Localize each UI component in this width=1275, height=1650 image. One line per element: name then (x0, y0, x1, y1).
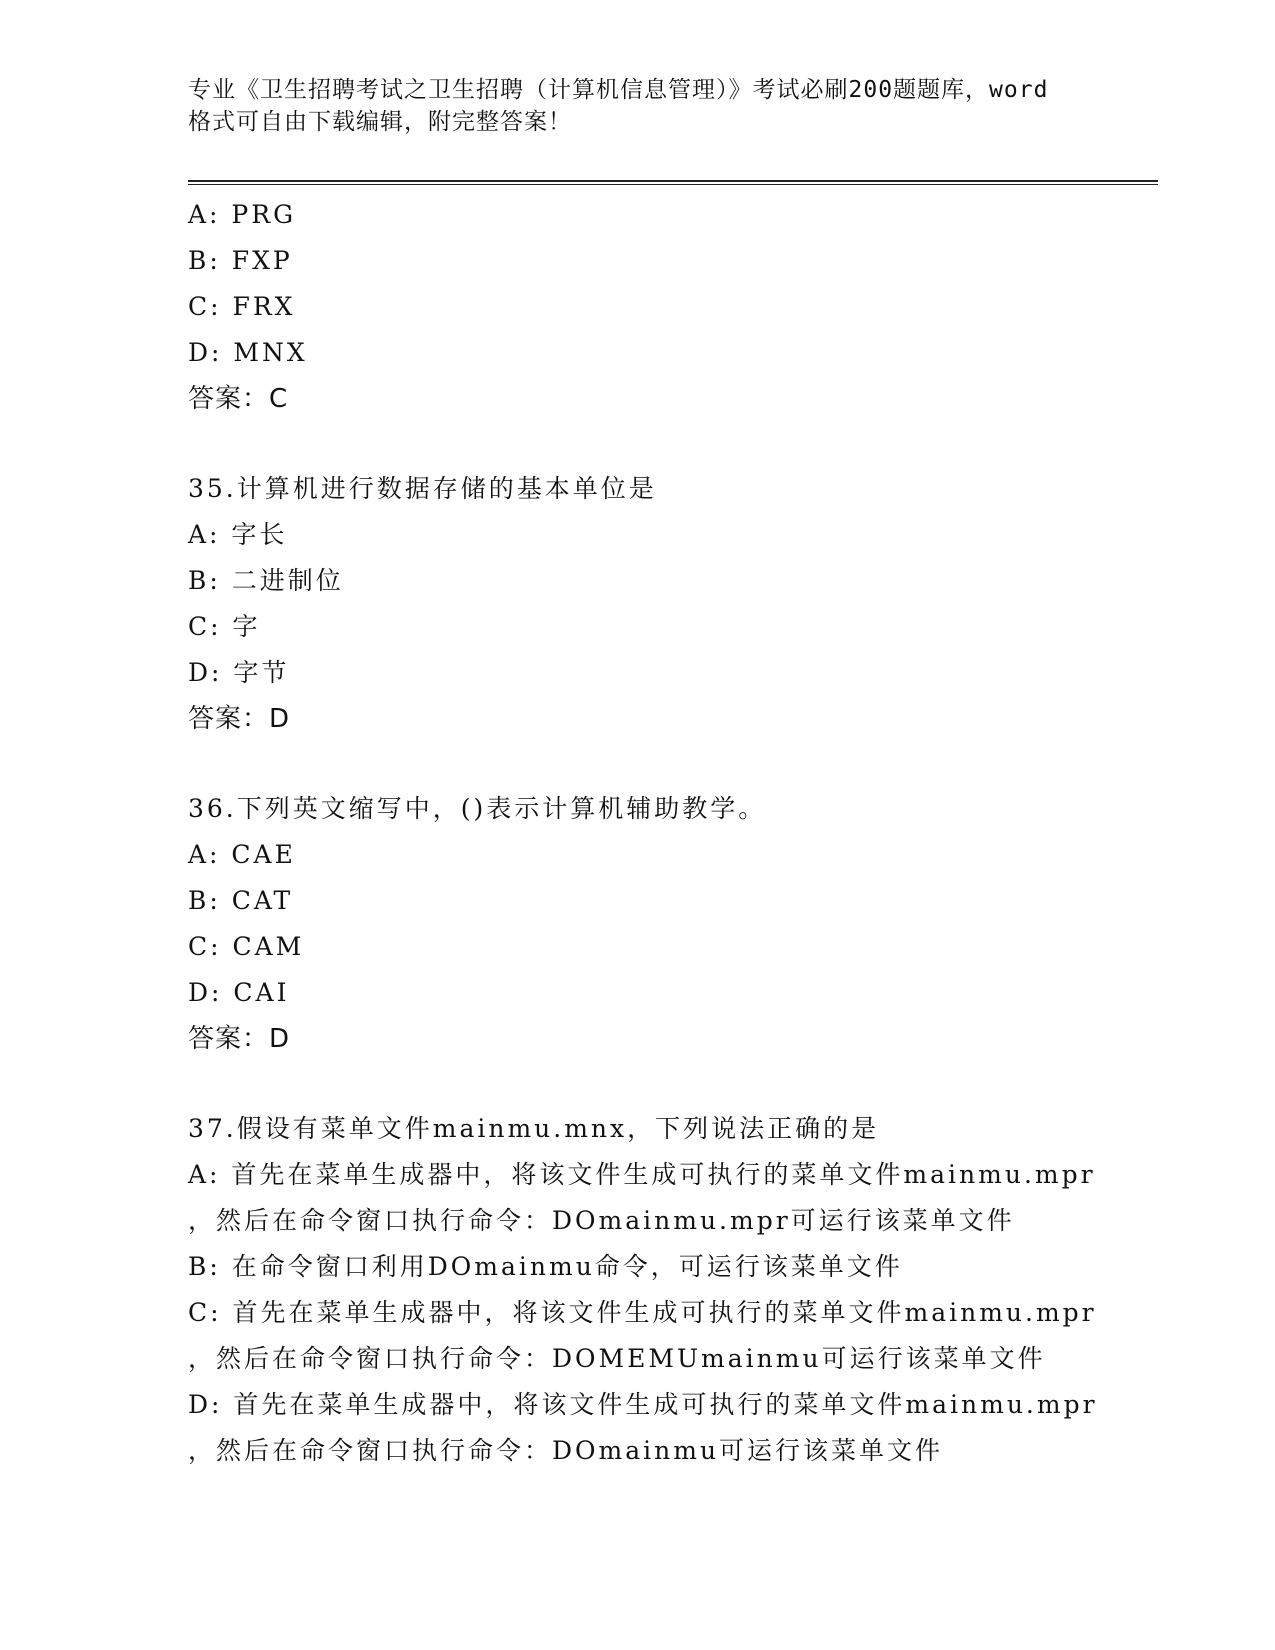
option-c: C: FRX (188, 292, 296, 321)
option-c-line-1: C: 首先在菜单生成器中，将该文件生成可执行的菜单文件mainmu.mpr (188, 1298, 1097, 1327)
header-line-2: 格式可自由下载编辑，附完整答案！ (188, 109, 572, 135)
question-37 (188, 1106, 1158, 1474)
option-c-line-2: ，然后在命令窗口执行命令：DOMEMUmainmu可运行该菜单文件 (188, 1344, 1046, 1373)
header-line-1: 专业《卫生招聘考试之卫生招聘（计算机信息管理）》考试必刷200题题库，word (188, 77, 1049, 103)
option-a: A: 字长 (188, 520, 288, 549)
answer: 答案：D (188, 1024, 291, 1054)
option-d: D: MNX (188, 338, 308, 367)
header-divider-thin (188, 184, 1158, 185)
question-34 (188, 192, 1158, 422)
option-a: A: PRG (188, 200, 297, 229)
question-text: 36.下列英文缩写中，()表示计算机辅助教学。 (188, 794, 767, 823)
question-text: 37.假设有菜单文件mainmu.mnx，下列说法正确的是 (188, 1114, 880, 1143)
option-a-line-1: A: 首先在菜单生成器中，将该文件生成可执行的菜单文件mainmu.mpr (188, 1160, 1096, 1189)
option-c: C: 字 (188, 612, 261, 641)
option-b: B: 在命令窗口利用DOmainmu命令，可运行该菜单文件 (188, 1252, 903, 1281)
header-divider-thick (188, 180, 1158, 182)
spacer (188, 1062, 1158, 1106)
option-b: B: CAT (188, 886, 294, 915)
option-d: D: 字节 (188, 658, 290, 687)
question-text: 35.计算机进行数据存储的基本单位是 (188, 474, 657, 503)
option-c: C: CAM (188, 932, 305, 961)
spacer (188, 422, 1158, 466)
answer: 答案：C (188, 384, 289, 414)
option-d-line-2: ，然后在命令窗口执行命令：DOmainmu可运行该菜单文件 (188, 1436, 944, 1465)
option-b: B: 二进制位 (188, 566, 344, 595)
option-b: B: FXP (188, 246, 293, 275)
document-header (188, 74, 1108, 138)
answer: 答案：D (188, 704, 291, 734)
option-a-line-2: ，然后在命令窗口执行命令：DOmainmu.mpr可运行该菜单文件 (188, 1206, 1015, 1235)
question-36 (188, 786, 1158, 1062)
question-list (188, 192, 1158, 1474)
spacer (188, 742, 1158, 786)
question-35 (188, 466, 1158, 742)
option-d-line-1: D: 首先在菜单生成器中，将该文件生成可执行的菜单文件mainmu.mpr (188, 1390, 1098, 1419)
option-d: D: CAI (188, 978, 290, 1007)
option-a: A: CAE (188, 840, 296, 869)
